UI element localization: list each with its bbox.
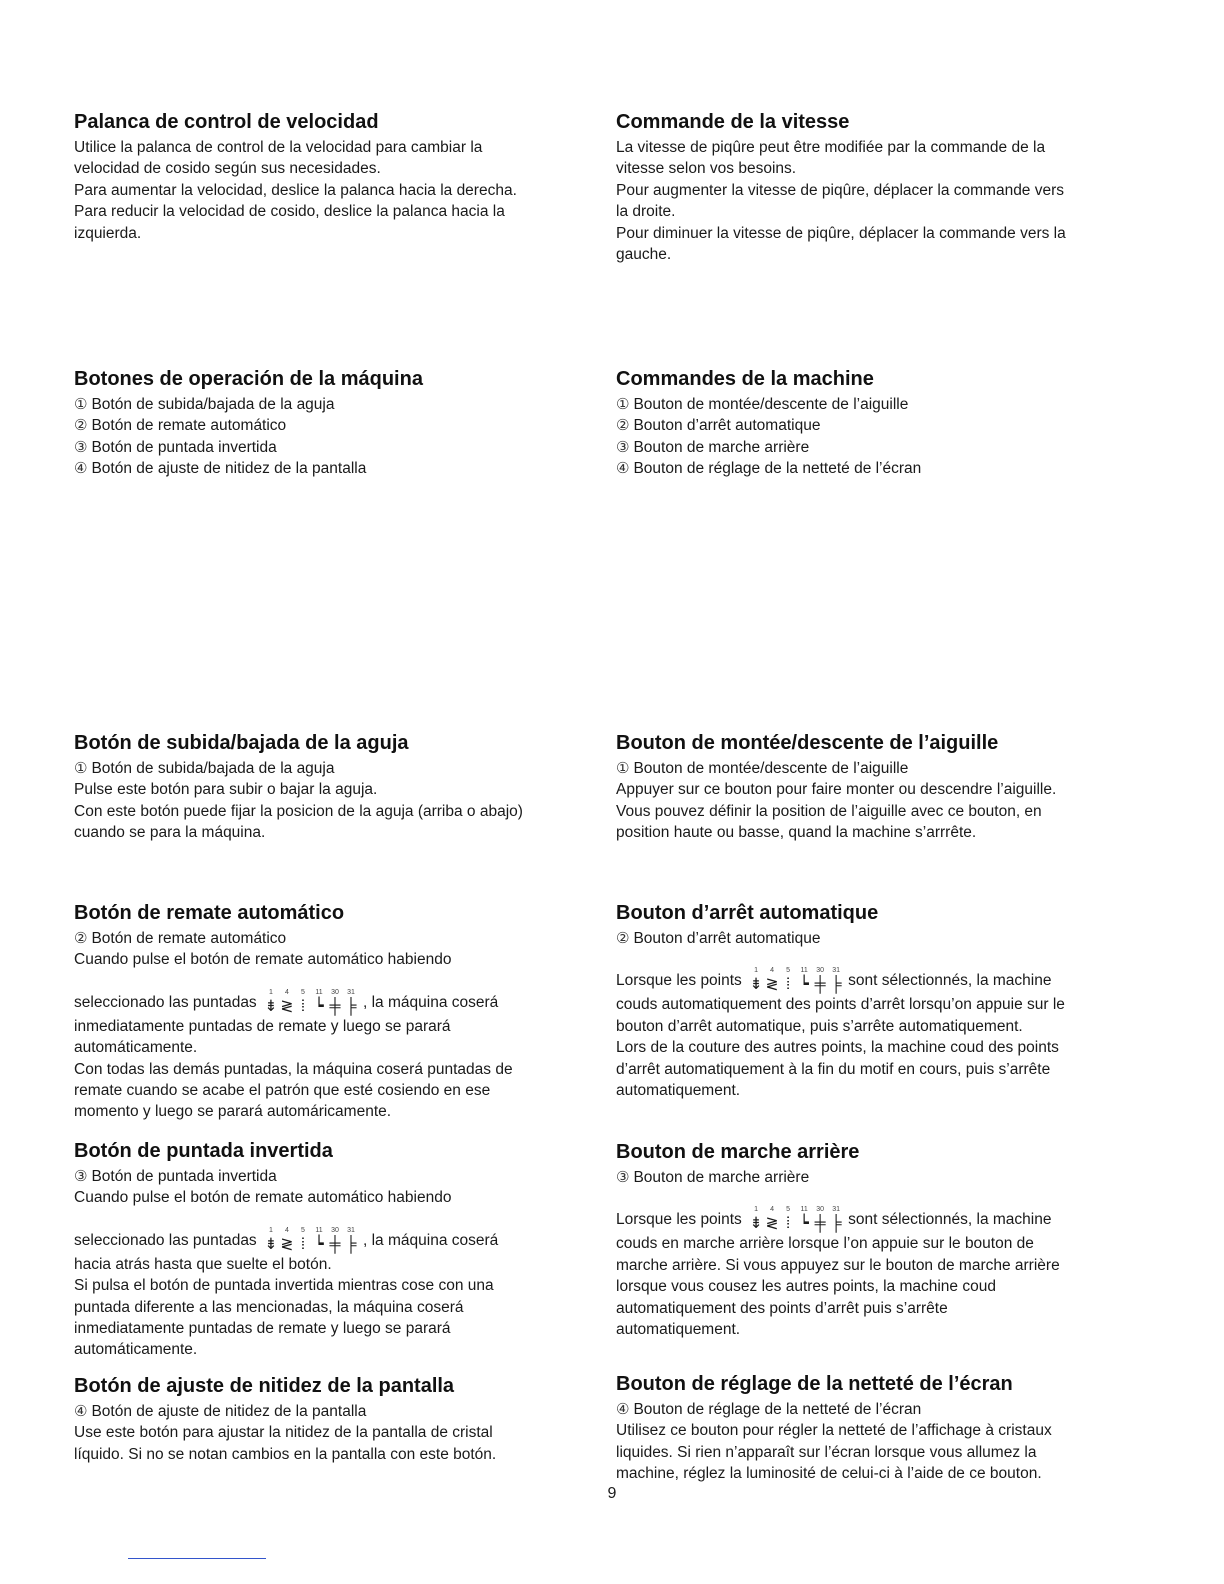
circle-number-3: ③ [74, 1168, 88, 1185]
circle-number-1: ① [616, 760, 630, 777]
es-auto-line: inmediatamente puntadas de remate y luego se parará [74, 1017, 451, 1035]
fr-reverse-line: automatiquement. [616, 1321, 741, 1339]
fr-reverse-stitch-line: Lorsque les points 1 4 5 11 30 31 ⇟ ≷ ⦙ ┕ ╪ ╞ sont sélectionnés, la machine [616, 1209, 1146, 1233]
es-needle-title: Botón de subida/bajada de la aguja [74, 732, 409, 754]
es-button-item: ① Botón de subida/bajada de la aguja [74, 396, 335, 413]
es-auto-line: Con todas las demás puntadas, la máquina coserá puntadas de [74, 1060, 513, 1078]
es-button-item: ② Botón de remate automático [74, 417, 287, 435]
es-screen-section [74, 1374, 604, 1465]
circle-number-4: ④ [74, 460, 88, 478]
es-button-item: ④ Botón de ajuste de nitidez de la pantalla [74, 460, 367, 478]
stitch-number: 1 [754, 967, 759, 975]
es-speed-line: Para reducir la velocidad de cosido, deslice la palanca hacia la [74, 203, 505, 221]
fr-needle-title: Bouton de montée/descente de l’aiguille [616, 732, 999, 754]
stitch-number: 11 [315, 988, 323, 996]
fr-auto-line: Lors de la couture des autres points, la machine coud des points [616, 1039, 1059, 1057]
circle-number-3: ③ [616, 1169, 630, 1186]
es-auto-line: automáticamente. [74, 1039, 198, 1057]
fr-reverse-ref: Bouton de marche arrière [633, 1169, 810, 1186]
fr-needle-line: Appuyer sur ce bouton pour faire monter ou descendre l’aiguille. [616, 781, 1057, 799]
fr-auto-line: automatiquement. [616, 1082, 741, 1100]
fr-buttons-title: Commandes de la machine [616, 368, 874, 390]
fr-speed-title: Commande de la vitesse [616, 111, 850, 133]
es-reverse-line: Si pulsa el botón de puntada invertida mientras cose con una [74, 1277, 494, 1295]
fr-auto-line: bouton d’arrêt automatique, puis s’arrête automatiquement. [616, 1017, 1023, 1035]
circle-number-3: ③ [616, 438, 630, 456]
es-buttons-section [74, 367, 604, 480]
fr-speed-line: La vitesse de piqûre peut être modifiée par la commande de la [616, 139, 1046, 156]
es-auto-ref: Botón de remate automático [91, 930, 287, 947]
fr-auto-section [616, 901, 1146, 1101]
stitch-number: 1 [269, 1226, 273, 1234]
stitch-number: 31 [347, 988, 355, 996]
circle-number-2: ② [74, 417, 88, 435]
circle-number-4: ④ [616, 1401, 630, 1418]
circle-number-2: ② [616, 930, 630, 947]
fr-button-item: ② Bouton d’arrêt automatique [616, 417, 821, 435]
es-auto-title: Botón de remate automático [74, 902, 345, 924]
fr-needle-section [616, 731, 1146, 844]
stitch-number: 30 [331, 988, 339, 996]
circle-number-2: ② [616, 417, 630, 435]
fr-screen-title: Bouton de réglage de la netteté de l’écran [616, 1373, 1013, 1395]
fr-reverse-section [616, 1140, 1146, 1340]
stitch-number: 1 [269, 988, 273, 996]
es-needle-line: Con este botón puede fijar la posicion de la aguja (arriba o abajo) [74, 802, 523, 820]
es-screen-ref: Botón de ajuste de nitidez de la pantalla [91, 1403, 367, 1420]
stitch-number: 11 [800, 1206, 808, 1214]
fr-auto-line: d’arrêt automatiquement à la fin du motif en cours, puis s’arrête [616, 1060, 1051, 1078]
es-reverse-line: automáticamente. [74, 1341, 198, 1359]
fr-screen-line: Utilisez ce bouton pour régler la netteté de l’affichage à cristaux [616, 1422, 1052, 1440]
es-needle-line: Pulse este botón para subir o bajar la aguja. [74, 781, 378, 799]
fr-auto-ref: Bouton d’arrêt automatique [633, 930, 821, 947]
es-reverse-stitch-line: seleccionado las puntadas 1 4 5 11 30 31 ⇟ ≷ ⦙ ┕ ╪ ╞ , la máquina coserá [74, 1230, 604, 1254]
stitch-symbols-icon: 1 4 5 11 30 31 ⇟ ≷ ⦙ ┕ ╪ ╞ [748, 1213, 844, 1233]
es-speed-line: izquierda. [74, 224, 142, 242]
stitch-number: 31 [347, 1226, 355, 1234]
fr-needle-line: Vous pouvez définir la position de l’aiguille avec ce bouton, en [616, 802, 1042, 820]
stitch-number: 5 [301, 1226, 305, 1234]
es-reverse-ref: Botón de puntada invertida [91, 1168, 277, 1185]
circle-number-2: ② [74, 930, 88, 947]
es-speed-title: Palanca de control de velocidad [74, 111, 379, 133]
fr-button-item: ③ Bouton de marche arrière [616, 438, 810, 456]
fr-speed-line: gauche. [616, 246, 672, 264]
fr-reverse-line: couds en marche arrière lorsque l’on appuie sur le bouton de [616, 1235, 1034, 1253]
fr-needle-line: position haute ou basse, quand la machine s’arrrête. [616, 824, 977, 842]
stitch-number: 5 [786, 1206, 791, 1214]
es-needle-line: cuando se para la máquina. [74, 824, 266, 842]
fr-speed-line: vitesse selon vos besoins. [616, 160, 797, 178]
es-auto-section [74, 901, 604, 1123]
page-number: 9 [607, 1485, 617, 1502]
fr-reverse-line: automatiquement des points d’arrêt puis s’arrête [616, 1299, 948, 1317]
es-speed-line: Utilice la palanca de control de la velocidad para cambiar la [74, 139, 483, 156]
stitch-number: 1 [754, 1206, 759, 1214]
stitch-symbols-icon: 1 4 5 11 30 31 ⇟ ≷ ⦙ ┕ ╪ ╞ [263, 996, 359, 1016]
fr-speed-line: Pour augmenter la vitesse de piqûre, déplacer la commande vers [616, 181, 1065, 199]
stitch-number: 30 [816, 1206, 825, 1214]
fr-auto-stitch-line: Lorsque les points 1 4 5 11 30 31 ⇟ ≷ ⦙ ┕ ╪ ╞ sont sélectionnés, la machine [616, 970, 1146, 994]
fr-screen-line: liquides. Si rien n’apparaît sur l’écran lorsque vous allumez la [616, 1443, 1037, 1461]
fr-speed-line: Pour diminuer la vitesse de piqûre, déplacer la commande vers la [616, 224, 1066, 242]
fr-reverse-line: marche arrière. Si vous appuyez sur le bouton de marche arrière [616, 1256, 1060, 1274]
fr-needle-ref: Bouton de montée/descente de l’aiguille [633, 760, 909, 777]
es-speed-section [74, 110, 604, 244]
es-screen-line: Use este botón para ajustar la nitidez de la pantalla de cristal [74, 1424, 493, 1442]
fr-auto-title: Bouton d’arrêt automatique [616, 902, 879, 924]
stitch-number: 30 [331, 1226, 339, 1234]
fr-reverse-line: lorsque vous cousez les autres points, la machine coud [616, 1278, 996, 1296]
es-auto-line: Cuando pulse el botón de remate automático habiendo [74, 951, 452, 969]
es-reverse-line: puntada diferente a las mencionadas, la máquina coserá [74, 1298, 464, 1316]
circle-number-4: ④ [616, 460, 630, 478]
stitch-number: 31 [832, 1206, 841, 1214]
es-reverse-line: hacia atrás hasta que suelte el botón. [74, 1255, 332, 1273]
fr-button-item: ① Bouton de montée/descente de l’aiguille [616, 396, 909, 413]
fr-reverse-title: Bouton de marche arrière [616, 1141, 860, 1163]
fr-screen-section [616, 1372, 1146, 1485]
fr-button-item: ④ Bouton de réglage de la netteté de l’écran [616, 460, 922, 478]
fr-speed-line: la droite. [616, 203, 676, 221]
es-auto-line: momento y luego se parará automáricamente. [74, 1103, 392, 1121]
circle-number-3: ③ [74, 438, 88, 456]
es-button-item: ③ Botón de puntada invertida [74, 438, 277, 456]
es-speed-line: Para aumentar la velocidad, deslice la palanca hacia la derecha. [74, 181, 517, 199]
stitch-number: 4 [770, 967, 775, 975]
footer-rule [128, 1558, 266, 1559]
stitch-symbols-icon: 1 4 5 11 30 31 ⇟ ≷ ⦙ ┕ ╪ ╞ [263, 1234, 359, 1254]
stitch-number: 4 [285, 1226, 289, 1234]
stitch-number: 11 [800, 967, 808, 975]
stitch-number: 4 [770, 1206, 775, 1214]
fr-auto-line: couds automatiquement des points d’arrêt lorsqu’on appuie sur le [616, 996, 1065, 1014]
es-needle-section [74, 731, 604, 844]
es-auto-line: remate cuando se acabe el patrón que esté cosiendo en ese [74, 1082, 491, 1100]
circle-number-4: ④ [74, 1403, 88, 1420]
fr-buttons-section [616, 367, 1146, 480]
fr-speed-section [616, 110, 1146, 265]
es-auto-stitch-line: seleccionado las puntadas 1 4 5 11 30 31 ⇟ ≷ ⦙ ┕ ╪ ╞ , la máquina coserá [74, 992, 604, 1016]
es-speed-line: velocidad de cosido según sus necesidades. [74, 160, 381, 178]
fr-screen-ref: Bouton de réglage de la netteté de l’écran [633, 1401, 922, 1418]
circle-number-1: ① [74, 760, 88, 777]
stitch-number: 30 [816, 967, 825, 975]
stitch-symbols-icon: 1 4 5 11 30 31 ⇟ ≷ ⦙ ┕ ╪ ╞ [748, 974, 844, 994]
stitch-number: 5 [301, 988, 305, 996]
es-buttons-title: Botones de operación de la máquina [74, 368, 423, 390]
es-reverse-section [74, 1139, 604, 1361]
stitch-number: 11 [315, 1226, 323, 1234]
circle-number-1: ① [616, 396, 630, 413]
fr-screen-line: machine, réglez la luminosité de celui-ci à l’aide de ce bouton. [616, 1465, 1042, 1483]
es-screen-line: líquido. Si no se notan cambios en la pantalla con este botón. [74, 1445, 497, 1463]
stitch-number: 5 [786, 967, 791, 975]
circle-number-1: ① [74, 396, 88, 413]
es-reverse-title: Botón de puntada invertida [74, 1140, 333, 1162]
stitch-number: 4 [285, 988, 289, 996]
es-reverse-line: Cuando pulse el botón de remate automático habiendo [74, 1189, 452, 1207]
stitch-number: 31 [832, 967, 841, 975]
es-needle-ref: Botón de subida/bajada de la aguja [91, 760, 335, 777]
es-screen-title: Botón de ajuste de nitidez de la pantalla [74, 1375, 455, 1397]
es-reverse-line: inmediatamente puntadas de remate y luego se parará [74, 1320, 451, 1338]
